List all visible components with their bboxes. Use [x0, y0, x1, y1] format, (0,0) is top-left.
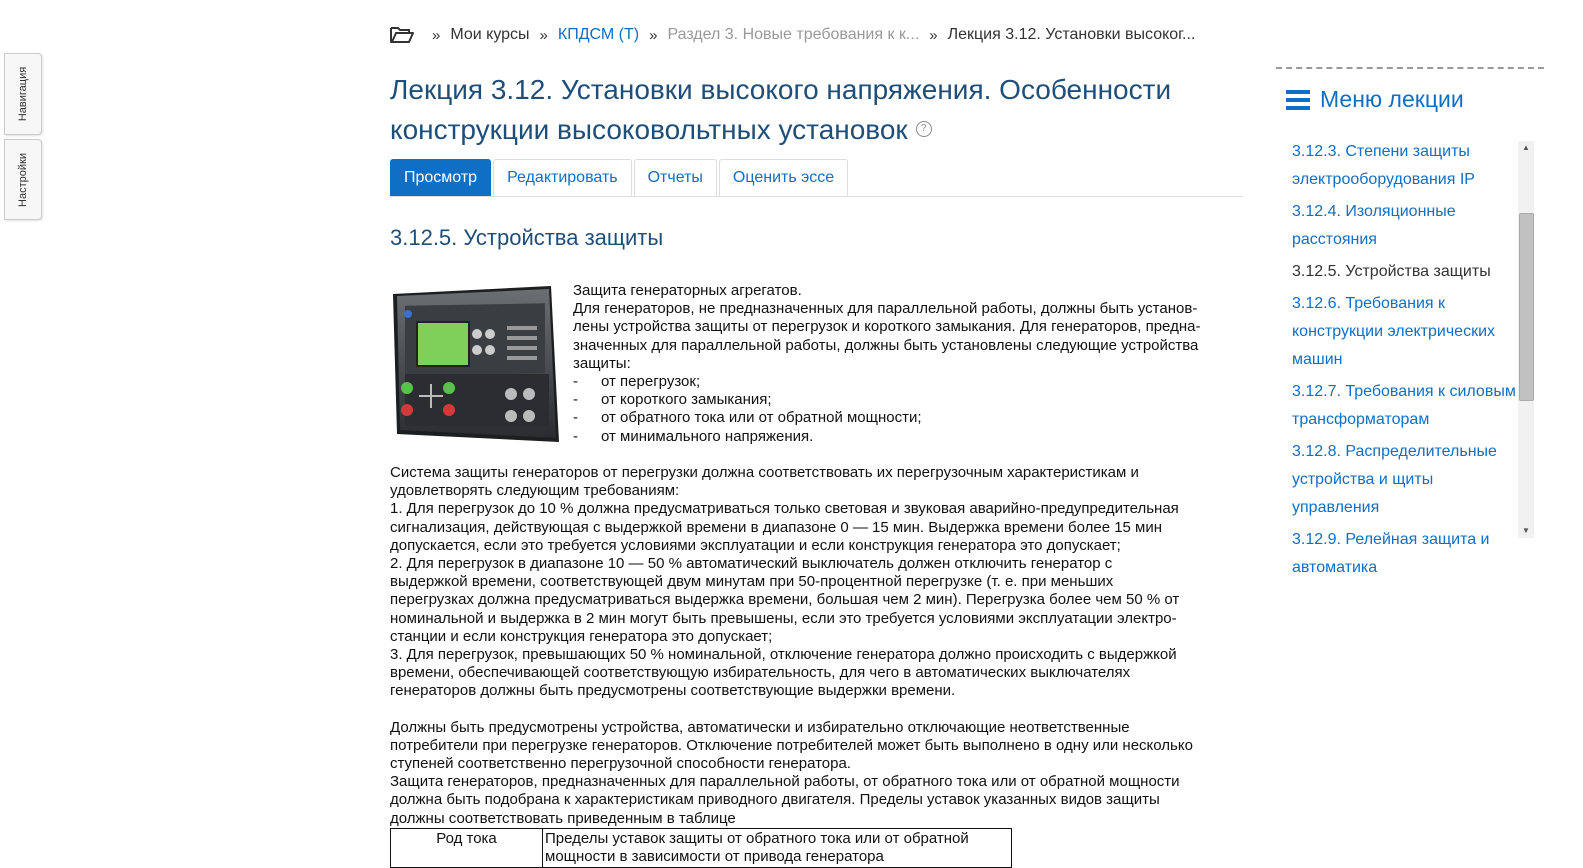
table-row — [391, 829, 1012, 868]
menu-item[interactable]: 3.12.7. Требования к силовым трансформаторам — [1292, 383, 1516, 428]
intro-line: лены устройства защиты от перегрузок и короткого замыкания. Для генераторов, предна- — [573, 318, 1201, 336]
intro-line: защиты: — [573, 354, 631, 372]
intro-line: Для генераторов, не предназначенных для параллельной работы, должны быть установ- — [573, 300, 1198, 318]
body-line: ступеней соответственно перегрузочной способности генератора. — [390, 755, 851, 773]
scroll-up-arrow-icon[interactable]: ▲ — [1522, 143, 1530, 152]
scroll-down-arrow-icon[interactable]: ▼ — [1522, 526, 1530, 535]
body-line: генераторов должны быть предусмотрены соответствующие выдержки времени. — [390, 682, 956, 700]
lesson-menu-list[interactable] — [1286, 138, 1516, 576]
page-title — [390, 70, 1220, 150]
bullet-text: от минимального напряжения. — [601, 427, 814, 445]
menu-item[interactable]: 3.12.6. Требования к конструкции электрических машин — [1292, 295, 1496, 368]
table-header-limits-line: Пределы уставок защиты от обратного тока или от обратной — [545, 830, 969, 847]
body-line: Защита генераторов, предназначенных для параллельной работы, от обратного тока или от обратной мощности — [390, 773, 1180, 791]
table-header-current-type: Род тока — [391, 829, 543, 868]
breadcrumb-separator: » — [539, 26, 548, 44]
body-line: Должны быть предусмотрены устройства, автоматически и избирательно отключающие неответственные — [390, 718, 1130, 736]
breadcrumb-section[interactable]: Раздел 3. Новые требования к к... — [667, 26, 920, 43]
body-line: 1. Для перегрузок до 10 % должна предусматриваться только световая и звуковая аварийно-предупредительная — [390, 500, 1179, 518]
breadcrumb-separator: » — [929, 26, 938, 44]
body-line: сигнализация, действующая с выдержкой времени в диапазоне 0 — 15 мин. Выдержка времени более 15 мин — [390, 518, 1163, 536]
tab-grade-essays[interactable]: Оценить эссе — [719, 159, 848, 196]
tab-bar — [390, 159, 1243, 197]
table-header-limits-line: мощности в зависимости от привода генератора — [545, 848, 884, 865]
navigation-side-tab[interactable] — [4, 53, 42, 135]
generator-controller-image — [391, 284, 562, 450]
breadcrumb-my-courses[interactable]: Мои курсы — [450, 26, 530, 43]
body-line: потребители при перегрузке генераторов. Отключение потребителей может быть выполнено в одну или несколько — [390, 736, 1193, 754]
body-line: перегрузках должна предусматриваться выдержка времени, большая чем 2 мин). Перегрузка более чем 50 % от — [390, 591, 1180, 609]
menu-divider — [1276, 67, 1544, 69]
list-item: - от обратного тока или от обратной мощности; — [573, 409, 922, 427]
tab-edit[interactable]: Редактировать — [493, 159, 632, 196]
breadcrumb-separator: » — [649, 26, 658, 44]
body-line: станции и если конструкция генератора это допускает; — [390, 627, 773, 645]
menu-scrollbar[interactable] — [1518, 141, 1534, 538]
protection-table — [390, 828, 1012, 868]
body-line: Система защиты генераторов от перегрузки должна соответствовать их перегрузочным характеристикам и — [390, 464, 1139, 481]
lesson-menu-header — [1286, 86, 1464, 113]
menu-item[interactable]: 3.12.9. Релейная защита и автоматика — [1292, 531, 1490, 576]
menu-item[interactable]: 3.12.3. Степени защиты электрооборудования IP — [1292, 143, 1475, 188]
scrollbar-thumb[interactable] — [1519, 213, 1534, 401]
intro-heading: Защита генераторных агрегатов. — [573, 282, 802, 299]
section-title: 3.12.5. Устройства защиты — [390, 225, 664, 250]
body-line: 2. Для перегрузок в диапазоне 10 — 50 % автоматический выключатель должен отключить генератор с — [390, 555, 1113, 573]
body-line: должна быть подобрана к характеристикам приводного двигателя. Пределы уставок указанных видов защиты — [390, 791, 1160, 809]
intro-line: значенных для параллельной работы, должны быть установлены следующие устройства — [573, 336, 1199, 354]
menu-item[interactable]: 3.12.8. Распределительные устройства и щиты управления — [1292, 443, 1497, 516]
menu-item-current[interactable]: 3.12.5. Устройства защиты — [1292, 263, 1491, 280]
body-line: 3. Для перегрузок, превышающих 50 % номинальной, отключение генератора должно происходить с выдержкой — [390, 646, 1177, 664]
tab-view[interactable]: Просмотр — [390, 159, 491, 196]
lesson-menu-title: Меню лекции — [1320, 86, 1464, 112]
help-icon[interactable]: ? — [916, 121, 932, 137]
list-item: - от перегрузок; — [573, 373, 701, 391]
list-item: - от короткого замыкания; — [573, 391, 772, 409]
body-line: номинальной и выдержка в 2 мин могут быть превышены, если это требуется условиями эксплуатации электро- — [390, 609, 1177, 627]
body-line: удовлетворять следующим требованиям: — [390, 482, 680, 500]
intro-text — [573, 282, 1243, 446]
breadcrumb-course-link[interactable]: КПДСМ (Т) — [557, 26, 640, 43]
breadcrumb-separator: » — [432, 26, 441, 44]
bullet-text: от перегрузок; — [601, 373, 701, 391]
body-line: допускается, если это требуется условиями эксплуатации и если конструкция генератора это допускает; — [390, 536, 1121, 554]
settings-tab-label: Настройки — [17, 152, 29, 207]
body-line: должны соответствовать приведенным в таблице — [390, 809, 736, 827]
folder-open-icon[interactable] — [390, 26, 414, 44]
breadcrumb-current: Лекция 3.12. Установки высоког... — [947, 26, 1196, 43]
body-line: выдержкой времени, соответствующей двум минутам при 50-процентной перегрузке (т. е. при меньших — [390, 573, 1114, 591]
navigation-tab-label: Навигация — [17, 66, 29, 122]
list-item: - от минимального напряжения. — [573, 427, 814, 445]
table-header-limits — [543, 829, 1012, 868]
body-line: времени, обеспечивающей соответствующую избирательность, для чего в автоматических выключателях — [390, 664, 1131, 682]
menu-item[interactable]: 3.12.4. Изоляционные расстояния — [1292, 203, 1456, 248]
hamburger-icon — [1286, 90, 1310, 110]
lecture-body — [390, 464, 1246, 828]
bullet-text: от короткого замыкания; — [601, 391, 772, 409]
breadcrumb — [390, 24, 1195, 46]
bullet-text: от обратного тока или от обратной мощности; — [601, 409, 922, 427]
settings-side-tab[interactable] — [4, 139, 42, 220]
tab-reports[interactable]: Отчеты — [634, 159, 717, 196]
page-title-text: Лекция 3.12. Установки высокого напряжения. Особенности конструкции высоковольтных установок — [390, 74, 1172, 145]
